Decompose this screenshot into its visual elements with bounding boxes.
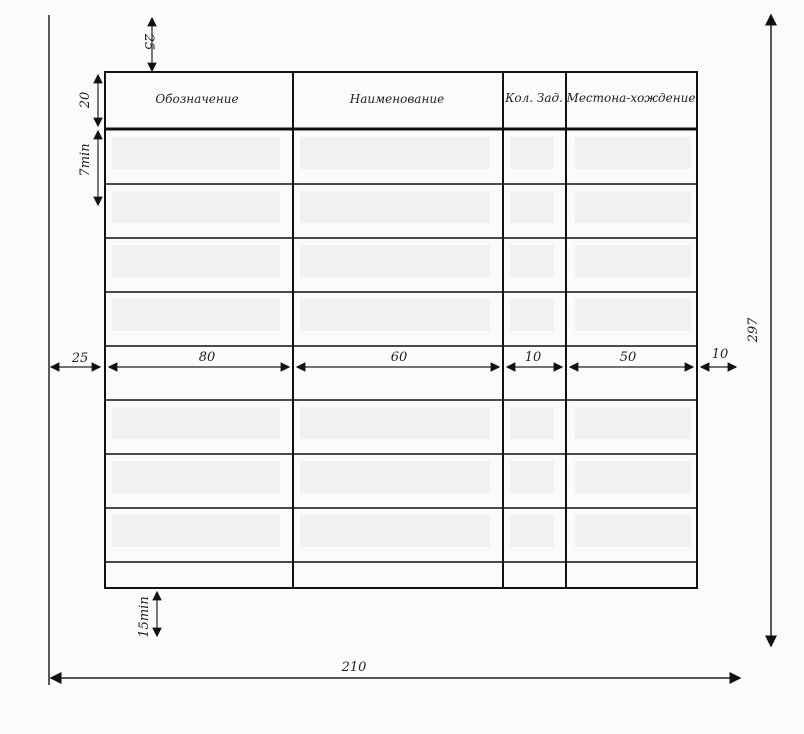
top-margin-label: 25: [141, 33, 156, 51]
faint-cell-placeholders: [112, 137, 691, 547]
bottom-margin-label: 15min: [137, 596, 152, 638]
header-designation: Обозначение: [155, 92, 239, 106]
table-row-lines: [105, 184, 697, 562]
sheet-width-label: 210: [341, 660, 367, 675]
sheet-height-label: 297: [746, 317, 761, 343]
header-quantity: Кол. Зад.: [505, 91, 563, 105]
right-margin-label: 10: [711, 347, 729, 362]
column-width-quantity: 10: [524, 350, 542, 365]
row-height-label: 7min: [78, 143, 93, 177]
left-margin-label: 25: [71, 351, 89, 366]
column-width-designation: 80: [198, 350, 216, 365]
header-name: Наименование: [349, 92, 445, 106]
column-width-name: 60: [390, 350, 408, 365]
header-height-label: 20: [78, 91, 93, 109]
header-location: Местона-хождение: [566, 91, 696, 105]
column-width-location: 50: [619, 350, 637, 365]
